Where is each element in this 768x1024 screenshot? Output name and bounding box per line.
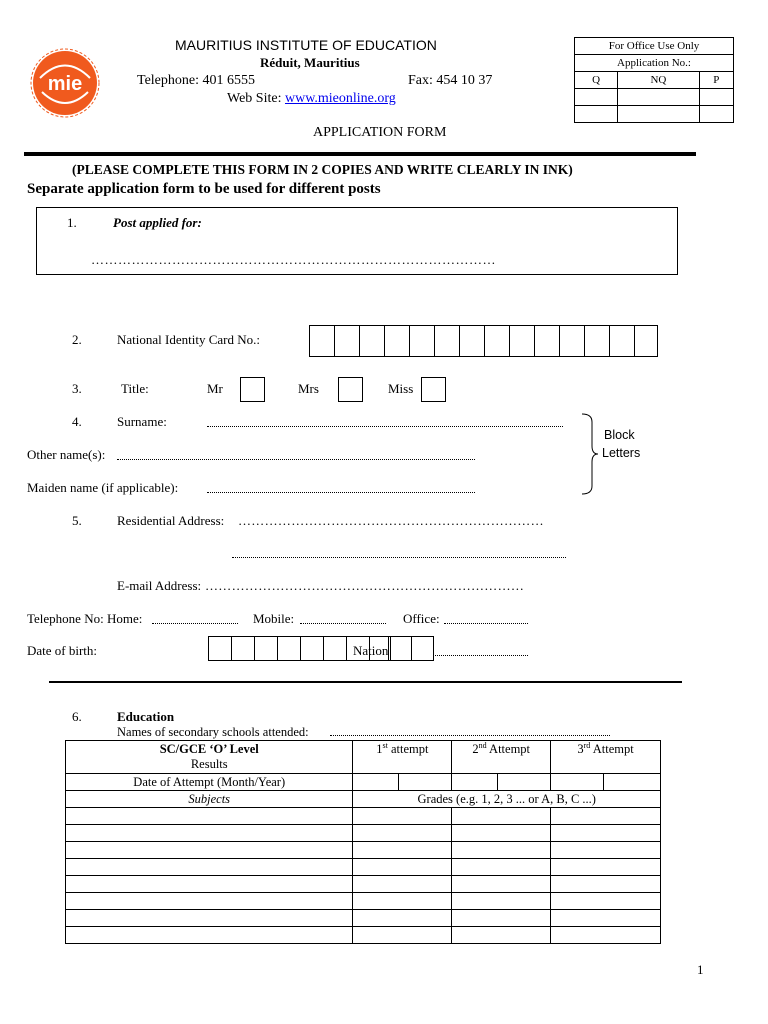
title-mr-checkbox[interactable] [240, 377, 265, 402]
other-names-label: Other name(s): [27, 447, 106, 462]
post-applied-box[interactable] [36, 207, 678, 275]
website-link[interactable]: www.mieonline.org [284, 91, 396, 106]
page-number: 1 [697, 962, 704, 977]
office-col-nq: NQ [618, 72, 699, 89]
title-mrs-label: Mrs [298, 381, 319, 396]
address-num: 5. [72, 513, 82, 528]
residential-field-line2[interactable] [232, 557, 566, 558]
office-cell[interactable] [699, 106, 733, 123]
title-mr-label: Mr [207, 381, 223, 396]
office-title: For Office Use Only [575, 38, 734, 55]
table-row [66, 808, 661, 825]
title-mrs-checkbox[interactable] [338, 377, 363, 402]
form-title: APPLICATION FORM [313, 125, 447, 140]
table-row [66, 927, 661, 944]
surname-field[interactable] [207, 426, 563, 427]
office-cell[interactable] [575, 89, 618, 106]
date-cell[interactable] [498, 774, 551, 791]
attempt-2-header: 2nd Attempt [452, 741, 551, 774]
residential-label: Residential Address: [117, 513, 225, 528]
schools-field[interactable] [330, 735, 610, 736]
attempt-3-header: 3rd Attempt [551, 741, 661, 774]
website-line [227, 91, 396, 107]
table-title-cell [66, 741, 353, 774]
office-cell[interactable] [699, 89, 733, 106]
table-title: SC/GCE ‘O’ Level [159, 742, 259, 756]
date-attempt-label: Date of Attempt (Month/Year) [66, 774, 353, 791]
education-num: 6. [72, 709, 82, 724]
table-row [66, 859, 661, 876]
email-dots[interactable]: ……………………………………………………………… [205, 578, 525, 593]
attempt-1-header: 1st attempt [353, 741, 452, 774]
office-cell[interactable] [618, 106, 699, 123]
table-results: Results [190, 757, 228, 771]
education-table [65, 740, 661, 944]
instruction-copies: (PLEASE COMPLETE THIS FORM IN 2 COPIES AND WRITE CLEARLY IN INK) [72, 162, 573, 177]
fax-header: Fax: 454 10 37 [408, 73, 493, 88]
office-app-no: Application No.: [575, 55, 734, 72]
table-row [66, 910, 661, 927]
table-row [66, 842, 661, 859]
institute-name: MAURITIUS INSTITUTE OF EDUCATION [175, 37, 437, 53]
other-names-field[interactable] [117, 459, 475, 460]
office-use-table [574, 37, 734, 123]
title-num: 3. [72, 381, 82, 396]
header-divider [24, 152, 696, 156]
office-cell[interactable] [618, 89, 699, 106]
post-dots: ……………………………………………………………………………… [91, 252, 496, 267]
date-cell[interactable] [452, 774, 498, 791]
table-row [66, 876, 661, 893]
table-row [66, 893, 661, 910]
mie-logo [30, 48, 100, 118]
subjects-header: Subjects [66, 791, 353, 808]
nationality-label: Nation [353, 643, 389, 658]
phone-office-label: Office: [403, 611, 440, 626]
schools-label: Names of secondary schools attended: [117, 725, 309, 739]
block-label: Block [604, 428, 635, 442]
names-num: 4. [72, 414, 82, 429]
phone-mobile-field[interactable] [300, 623, 386, 624]
email-label: E-mail Address: [117, 578, 202, 593]
nationality-cells[interactable] [388, 636, 434, 661]
grades-header: Grades (e.g. 1, 2, 3 ... or A, B, C ...) [353, 791, 661, 808]
nic-num: 2. [72, 332, 82, 347]
date-cell[interactable] [604, 774, 661, 791]
residential-dots[interactable]: …………………………………………………………… [238, 513, 544, 528]
block-letters-brace [580, 412, 600, 496]
date-cell[interactable] [399, 774, 452, 791]
date-cell[interactable] [353, 774, 399, 791]
post-label: Post applied for: [113, 215, 202, 230]
phone-office-field[interactable] [444, 623, 528, 624]
post-num: 1. [67, 215, 77, 230]
office-cell[interactable] [575, 106, 618, 123]
title-label: Title: [121, 381, 149, 396]
table-row [66, 825, 661, 842]
office-col-q: Q [575, 72, 618, 89]
office-col-p: P [699, 72, 733, 89]
phone-home-label: Telephone No: Home: [27, 611, 143, 626]
phone-mobile-label: Mobile: [253, 611, 295, 626]
institute-location: Réduit, Mauritius [260, 55, 360, 70]
nic-input-cells[interactable] [309, 325, 658, 357]
title-miss-label: Miss [388, 381, 414, 396]
date-cell[interactable] [551, 774, 604, 791]
education-title: Education [117, 709, 175, 724]
nationality-field[interactable] [435, 655, 528, 656]
letters-label: Letters [602, 446, 641, 460]
phone-home-field[interactable] [152, 623, 238, 624]
title-miss-checkbox[interactable] [421, 377, 446, 402]
surname-label: Surname: [117, 414, 167, 429]
telephone-header: Telephone: 401 6555 [137, 73, 255, 88]
section-divider [49, 681, 682, 683]
instruction-separate: Separate application form to be used for different posts [27, 181, 381, 197]
website-label: Web Site: [227, 91, 282, 106]
maiden-name-label: Maiden name (if applicable): [27, 480, 179, 495]
nic-label: National Identity Card No.: [117, 332, 260, 347]
dob-label: Date of birth: [27, 643, 98, 658]
svg-text:mie: mie [47, 73, 83, 95]
maiden-name-field[interactable] [207, 492, 475, 493]
